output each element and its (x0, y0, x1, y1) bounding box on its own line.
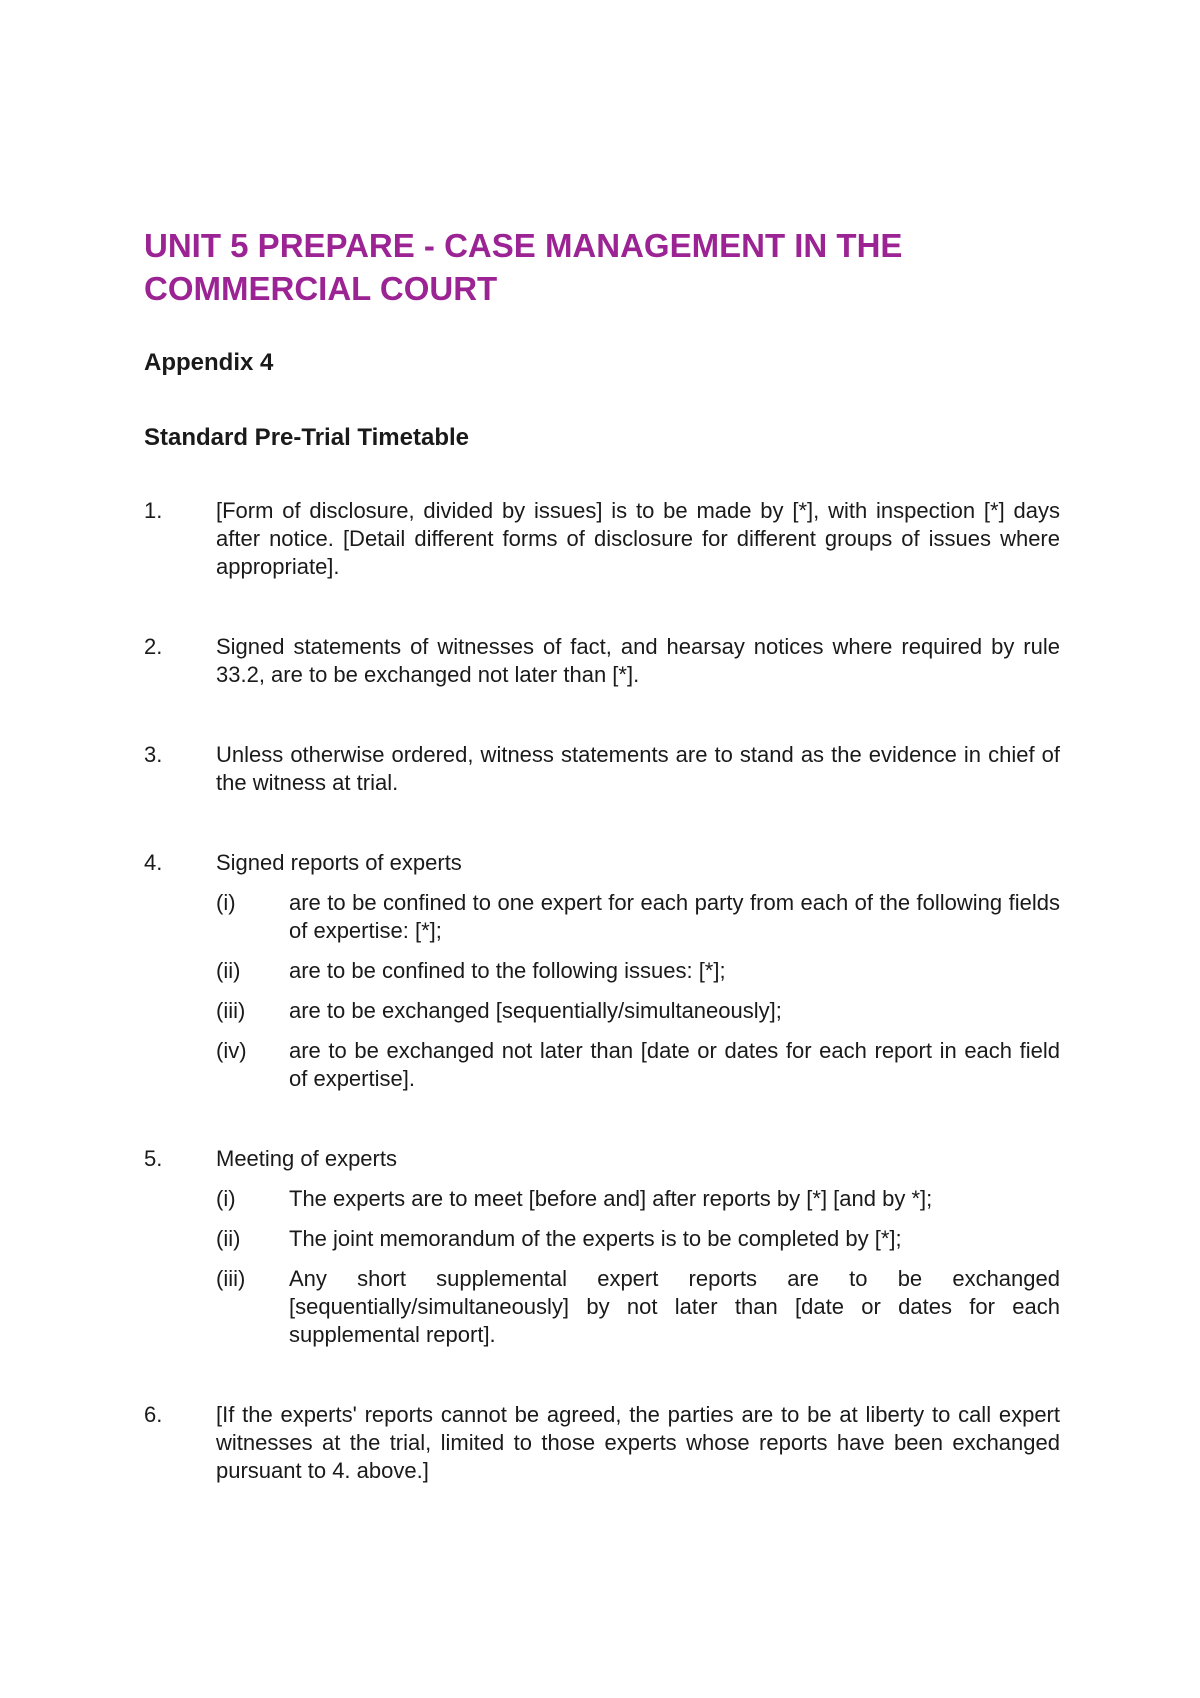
item-text: [If the experts' reports cannot be agreed, the parties are to be at liberty to call expert witnesses at the trial, limited to those experts whose reports have been exchanged pursuant to 4. above.] (216, 1402, 1060, 1483)
item-text: Meeting of experts (216, 1146, 397, 1171)
document-title: UNIT 5 PREPARE - CASE MANAGEMENT IN THE COMMERCIAL COURT (144, 227, 903, 307)
list-item (144, 741, 1060, 797)
item-number: 4. (144, 850, 163, 875)
appendix-heading: Appendix 4 (144, 349, 274, 376)
sub-list-item (216, 1185, 1060, 1213)
sub-list-item (216, 1037, 1060, 1093)
document-page (144, 224, 1060, 1485)
sub-list-item (216, 957, 1060, 985)
item-number: 3. (144, 742, 163, 767)
sub-list-item (216, 1265, 1060, 1349)
list-item (144, 633, 1060, 689)
item-text: [Form of disclosure, divided by issues] is to be made by [*], with inspection [*] days after notice. [Detail different forms of disclosure for different groups of issues where appropriate]. (216, 498, 1060, 579)
item-number: 6. (144, 1402, 163, 1427)
sub-list-item (216, 889, 1060, 945)
section-subtitle: Standard Pre-Trial Timetable (144, 424, 469, 451)
sub-item-number: (ii) (216, 1226, 241, 1251)
sub-item-text: The experts are to meet [before and] after reports by [*] [and by *]; (289, 1186, 933, 1211)
sub-item-number: (iv) (216, 1038, 247, 1063)
item-text: Unless otherwise ordered, witness statements are to stand as the evidence in chief of the witness at trial. (216, 742, 1060, 795)
sub-item-number: (iii) (216, 1266, 246, 1291)
sub-item-number: (i) (216, 1186, 236, 1211)
item-number: 1. (144, 498, 163, 523)
sub-item-text: are to be exchanged not later than [date or dates for each report in each field of expertise]. (289, 1038, 1060, 1091)
item-text: Signed reports of experts (216, 850, 462, 875)
sub-list-item (216, 1225, 1060, 1253)
sub-item-text: are to be confined to the following issues: [*]; (289, 958, 726, 983)
sub-item-text: are to be exchanged [sequentially/simultaneously]; (289, 998, 782, 1023)
list-item (144, 497, 1060, 581)
sub-list (216, 1185, 1060, 1349)
sub-list-item (216, 997, 1060, 1025)
list-item (144, 1145, 1060, 1349)
sub-item-text: The joint memorandum of the experts is to be completed by [*]; (289, 1226, 902, 1251)
sub-item-number: (iii) (216, 998, 246, 1023)
sub-item-text: are to be confined to one expert for each party from each of the following fields of expertise: [*]; (289, 890, 1060, 943)
timetable-list (144, 497, 1060, 1485)
list-item (144, 849, 1060, 1093)
sub-item-number: (ii) (216, 958, 241, 983)
list-item (144, 1401, 1060, 1485)
sub-item-number: (i) (216, 890, 236, 915)
item-number: 2. (144, 634, 163, 659)
sub-item-text: Any short supplemental expert reports are to be exchanged [sequentially/simultaneously] by not later than [date or dates for each supplemental report]. (289, 1266, 1060, 1347)
item-number: 5. (144, 1146, 163, 1171)
item-text: Signed statements of witnesses of fact, and hearsay notices where required by rule 33.2, are to be exchanged not later than [*]. (216, 634, 1060, 687)
sub-list (216, 889, 1060, 1093)
